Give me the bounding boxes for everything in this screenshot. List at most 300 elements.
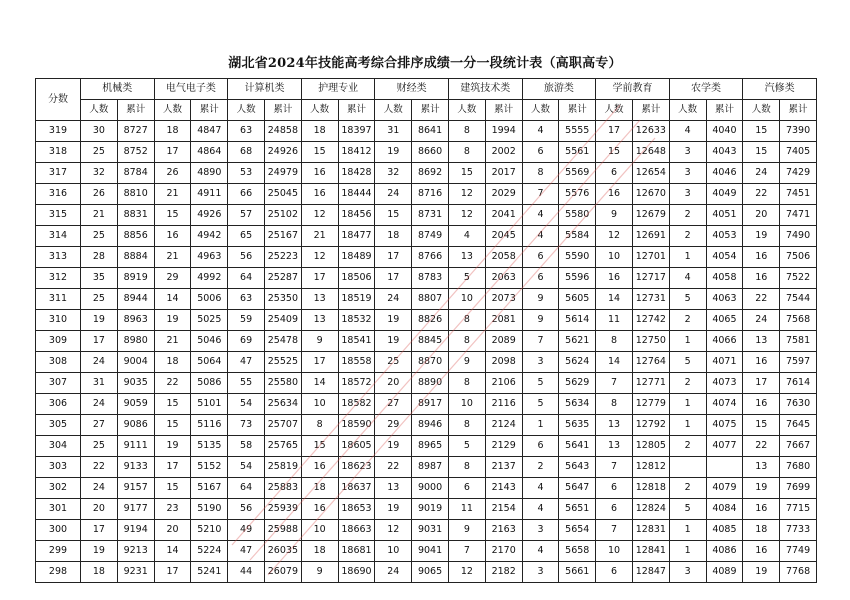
table-cell: 2041	[485, 205, 522, 226]
header-category: 护理专业	[301, 79, 375, 100]
table-cell: 24	[375, 184, 412, 205]
table-cell: 25350	[264, 289, 301, 310]
table-cell: 22	[154, 373, 191, 394]
table-cell: 5651	[559, 499, 596, 520]
table-cell: 10	[448, 289, 485, 310]
table-cell: 18690	[338, 562, 375, 583]
table-cell: 12805	[632, 436, 669, 457]
table-cell: 64	[228, 478, 265, 499]
table-cell: 18428	[338, 163, 375, 184]
table-cell: 4847	[191, 121, 228, 142]
table-cell: 3	[669, 562, 706, 583]
table-cell: 7630	[780, 394, 817, 415]
table-cell: 5086	[191, 373, 228, 394]
table-cell: 5241	[191, 562, 228, 583]
table-cell: 18397	[338, 121, 375, 142]
header-category: 计算机类	[228, 79, 302, 100]
table-cell: 4890	[191, 163, 228, 184]
table-cell: 13	[596, 415, 633, 436]
table-cell: 26079	[264, 562, 301, 583]
table-cell: 8980	[117, 331, 154, 352]
table-cell: 7768	[780, 562, 817, 583]
table-cell: 8	[448, 331, 485, 352]
table-cell: 5658	[559, 541, 596, 562]
table-row	[36, 541, 817, 562]
table-cell: 29	[154, 268, 191, 289]
table-cell: 16	[301, 499, 338, 520]
table-cell: 24858	[264, 121, 301, 142]
table-cell: 8749	[412, 226, 449, 247]
table-cell: 7	[596, 520, 633, 541]
table-cell: 18541	[338, 331, 375, 352]
table-cell: 17	[743, 373, 780, 394]
table-cell: 12831	[632, 520, 669, 541]
table-cell: 20	[154, 520, 191, 541]
table-cell: 9	[596, 205, 633, 226]
table-cell: 8884	[117, 247, 154, 268]
table-cell: 10	[596, 541, 633, 562]
header-total: 累计	[780, 100, 817, 121]
table-cell: 18519	[338, 289, 375, 310]
table-cell: 19	[81, 541, 118, 562]
table-cell: 25988	[264, 520, 301, 541]
table-cell: 4049	[706, 184, 743, 205]
table-cell: 8	[448, 373, 485, 394]
table-cell: 5167	[191, 478, 228, 499]
table-cell: 25939	[264, 499, 301, 520]
table-cell: 7581	[780, 331, 817, 352]
table-cell: 15	[301, 436, 338, 457]
table-cell: 22	[743, 184, 780, 205]
table-cell: 19	[743, 562, 780, 583]
table-cell: 10	[375, 541, 412, 562]
table-cell: 8731	[412, 205, 449, 226]
table-cell: 17	[375, 247, 412, 268]
score-cell: 304	[36, 436, 81, 457]
table-cell: 12792	[632, 415, 669, 436]
table-cell: 9000	[412, 478, 449, 499]
table-cell: 7568	[780, 310, 817, 331]
table-cell: 2143	[485, 478, 522, 499]
table-cell: 24926	[264, 142, 301, 163]
table-cell: 4073	[706, 373, 743, 394]
table-cell: 6	[596, 478, 633, 499]
table-cell: 53	[228, 163, 265, 184]
table-row	[36, 268, 817, 289]
table-cell: 5116	[191, 415, 228, 436]
table-cell: 16	[743, 541, 780, 562]
table-cell: 7645	[780, 415, 817, 436]
table-cell: 25819	[264, 457, 301, 478]
score-cell: 301	[36, 499, 81, 520]
score-cell: 298	[36, 562, 81, 583]
table-cell: 27	[81, 415, 118, 436]
table-cell: 18582	[338, 394, 375, 415]
table-cell: 6	[522, 247, 559, 268]
table-cell: 5	[669, 499, 706, 520]
score-cell: 307	[36, 373, 81, 394]
table-cell: 3	[669, 184, 706, 205]
table-cell: 16	[301, 457, 338, 478]
table-cell: 12812	[632, 457, 669, 478]
table-cell: 4086	[706, 541, 743, 562]
table-row	[36, 331, 817, 352]
table-cell: 12701	[632, 247, 669, 268]
table-cell: 26035	[264, 541, 301, 562]
table-row	[36, 520, 817, 541]
table-cell: 49	[228, 520, 265, 541]
table-cell: 8810	[117, 184, 154, 205]
table-cell: 25883	[264, 478, 301, 499]
table-cell: 4079	[706, 478, 743, 499]
table-cell: 6	[448, 478, 485, 499]
table-cell: 24	[743, 310, 780, 331]
table-cell: 15	[375, 205, 412, 226]
table-cell: 22	[743, 436, 780, 457]
table-cell: 8856	[117, 226, 154, 247]
table-cell: 22	[743, 289, 780, 310]
table-cell: 2081	[485, 310, 522, 331]
table-cell: 17	[81, 520, 118, 541]
table-cell: 9133	[117, 457, 154, 478]
table-cell: 2124	[485, 415, 522, 436]
score-cell: 315	[36, 205, 81, 226]
table-cell: 25409	[264, 310, 301, 331]
table-cell: 4963	[191, 247, 228, 268]
table-cell: 68	[228, 142, 265, 163]
table-cell: 1	[669, 331, 706, 352]
table-cell: 8946	[412, 415, 449, 436]
table-cell: 2063	[485, 268, 522, 289]
table-cell: 18590	[338, 415, 375, 436]
table-cell: 2098	[485, 352, 522, 373]
table-cell: 8831	[117, 205, 154, 226]
table-cell: 12841	[632, 541, 669, 562]
table-cell: 7	[448, 541, 485, 562]
table-cell: 2029	[485, 184, 522, 205]
score-table	[35, 78, 817, 583]
table-cell: 7	[522, 331, 559, 352]
table-cell: 11	[448, 499, 485, 520]
table-cell: 19	[375, 331, 412, 352]
table-cell: 8	[301, 415, 338, 436]
table-cell: 25765	[264, 436, 301, 457]
table-cell: 8783	[412, 268, 449, 289]
table-cell: 13	[596, 436, 633, 457]
table-cell: 15	[154, 205, 191, 226]
header-category: 建筑技术类	[448, 79, 522, 100]
table-cell: 7405	[780, 142, 817, 163]
table-cell: 5580	[559, 205, 596, 226]
header-category: 汽修类	[743, 79, 817, 100]
table-cell: 4	[522, 478, 559, 499]
table-row	[36, 205, 817, 226]
header-total: 累计	[264, 100, 301, 121]
table-cell: 13	[743, 457, 780, 478]
table-cell: 8890	[412, 373, 449, 394]
table-cell: 18558	[338, 352, 375, 373]
table-cell: 7471	[780, 205, 817, 226]
table-cell: 7733	[780, 520, 817, 541]
table-cell: 12742	[632, 310, 669, 331]
table-cell: 5590	[559, 247, 596, 268]
table-cell: 44	[228, 562, 265, 583]
table-cell	[669, 457, 706, 478]
table-cell: 3	[669, 163, 706, 184]
table-cell: 21	[154, 331, 191, 352]
table-cell: 8784	[117, 163, 154, 184]
table-cell: 5654	[559, 520, 596, 541]
score-cell: 305	[36, 415, 81, 436]
table-cell: 4051	[706, 205, 743, 226]
table-cell: 20	[375, 373, 412, 394]
table-cell: 22	[375, 457, 412, 478]
table-cell: 16	[743, 499, 780, 520]
table-cell: 7544	[780, 289, 817, 310]
table-cell: 15	[596, 142, 633, 163]
table-cell: 14	[301, 373, 338, 394]
table-cell: 8870	[412, 352, 449, 373]
header-category: 电气电子类	[154, 79, 228, 100]
table-cell: 12	[448, 205, 485, 226]
score-cell: 302	[36, 478, 81, 499]
score-cell: 313	[36, 247, 81, 268]
table-cell: 7	[596, 373, 633, 394]
table-cell: 8692	[412, 163, 449, 184]
table-row	[36, 562, 817, 583]
table-cell: 5629	[559, 373, 596, 394]
table-cell: 2089	[485, 331, 522, 352]
table-cell: 5046	[191, 331, 228, 352]
table-cell: 6	[596, 499, 633, 520]
table-cell: 69	[228, 331, 265, 352]
score-cell: 306	[36, 394, 81, 415]
table-cell: 2137	[485, 457, 522, 478]
table-cell: 2017	[485, 163, 522, 184]
table-cell: 6	[522, 142, 559, 163]
header-count: 人数	[228, 100, 265, 121]
table-cell: 63	[228, 121, 265, 142]
table-cell: 17	[154, 562, 191, 583]
table-cell: 8807	[412, 289, 449, 310]
table-row	[36, 184, 817, 205]
table-cell: 4066	[706, 331, 743, 352]
table-cell: 9157	[117, 478, 154, 499]
table-cell: 2170	[485, 541, 522, 562]
table-row	[36, 142, 817, 163]
table-cell: 19	[375, 142, 412, 163]
table-cell: 25	[375, 352, 412, 373]
table-cell: 16	[743, 268, 780, 289]
table-cell: 9	[522, 310, 559, 331]
table-cell: 1	[522, 415, 559, 436]
table-cell: 8766	[412, 247, 449, 268]
table-cell: 5641	[559, 436, 596, 457]
table-row	[36, 499, 817, 520]
table-cell: 7490	[780, 226, 817, 247]
table-cell: 9004	[117, 352, 154, 373]
table-cell: 9177	[117, 499, 154, 520]
table-cell: 73	[228, 415, 265, 436]
table-cell: 9019	[412, 499, 449, 520]
table-cell: 32	[375, 163, 412, 184]
header-count: 人数	[301, 100, 338, 121]
table-cell: 12750	[632, 331, 669, 352]
header-count: 人数	[81, 100, 118, 121]
table-cell: 5	[669, 289, 706, 310]
table-cell: 4	[522, 226, 559, 247]
table-cell: 3	[522, 562, 559, 583]
table-row	[36, 226, 817, 247]
table-cell: 4	[522, 499, 559, 520]
table-cell: 5101	[191, 394, 228, 415]
table-cell: 54	[228, 394, 265, 415]
table-cell: 18	[154, 352, 191, 373]
table-cell: 5	[522, 394, 559, 415]
table-cell: 16	[301, 184, 338, 205]
table-cell: 8	[596, 394, 633, 415]
table-cell: 5605	[559, 289, 596, 310]
table-cell: 16	[743, 247, 780, 268]
table-cell: 5614	[559, 310, 596, 331]
table-cell: 30	[81, 121, 118, 142]
table-cell: 12	[596, 226, 633, 247]
table-cell: 12691	[632, 226, 669, 247]
table-cell: 14	[154, 541, 191, 562]
table-cell: 2	[669, 310, 706, 331]
table-cell: 7667	[780, 436, 817, 457]
table-cell: 9065	[412, 562, 449, 583]
header-count: 人数	[596, 100, 633, 121]
table-cell: 28	[81, 247, 118, 268]
table-cell: 4046	[706, 163, 743, 184]
table-cell: 9	[301, 562, 338, 583]
table-cell: 18	[301, 478, 338, 499]
table-cell: 17	[301, 268, 338, 289]
table-cell: 2182	[485, 562, 522, 583]
table-cell: 24979	[264, 163, 301, 184]
table-cell: 18681	[338, 541, 375, 562]
table-cell: 21	[301, 226, 338, 247]
table-cell: 5135	[191, 436, 228, 457]
table-cell: 18489	[338, 247, 375, 268]
table-cell: 32	[81, 163, 118, 184]
table-cell: 9213	[117, 541, 154, 562]
table-cell: 16	[154, 226, 191, 247]
table-cell: 15	[743, 142, 780, 163]
table-row	[36, 394, 817, 415]
table-cell: 5621	[559, 331, 596, 352]
table-cell: 8987	[412, 457, 449, 478]
table-cell: 12	[301, 205, 338, 226]
table-cell: 13	[301, 289, 338, 310]
header-total: 累计	[191, 100, 228, 121]
table-cell: 19	[375, 499, 412, 520]
table-cell: 1994	[485, 121, 522, 142]
table-cell: 1	[669, 247, 706, 268]
table-cell: 25	[81, 289, 118, 310]
table-cell: 4926	[191, 205, 228, 226]
table-cell: 8	[448, 142, 485, 163]
table-cell: 59	[228, 310, 265, 331]
table-cell: 27	[375, 394, 412, 415]
table-cell: 12	[375, 520, 412, 541]
table-cell: 7506	[780, 247, 817, 268]
table-cell: 16	[743, 352, 780, 373]
page-title: 湖北省2024年技能高考综合排序成绩一分一段统计表（高职高专）	[228, 56, 622, 71]
table-cell: 15	[301, 142, 338, 163]
table-cell: 12654	[632, 163, 669, 184]
table-cell: 25634	[264, 394, 301, 415]
table-cell: 13	[301, 310, 338, 331]
table-cell: 3	[669, 142, 706, 163]
table-cell: 8965	[412, 436, 449, 457]
table-cell: 55	[228, 373, 265, 394]
table-cell: 2058	[485, 247, 522, 268]
table-cell: 18663	[338, 520, 375, 541]
table-cell: 14	[154, 289, 191, 310]
score-cell: 318	[36, 142, 81, 163]
table-cell: 4075	[706, 415, 743, 436]
table-cell: 2154	[485, 499, 522, 520]
table-cell: 24	[81, 478, 118, 499]
table-cell: 5224	[191, 541, 228, 562]
table-cell: 18	[154, 121, 191, 142]
table-cell: 9	[522, 289, 559, 310]
table-cell: 17	[81, 331, 118, 352]
table-cell: 8	[448, 415, 485, 436]
header-total: 累计	[559, 100, 596, 121]
table-cell: 12764	[632, 352, 669, 373]
table-cell: 8845	[412, 331, 449, 352]
table-cell: 16	[596, 268, 633, 289]
score-cell: 314	[36, 226, 81, 247]
table-cell: 18	[301, 541, 338, 562]
table-cell: 7680	[780, 457, 817, 478]
header-total: 累计	[485, 100, 522, 121]
table-cell: 25	[81, 226, 118, 247]
header-score: 分数	[36, 79, 81, 121]
header-count: 人数	[448, 100, 485, 121]
table-row	[36, 247, 817, 268]
header-count: 人数	[743, 100, 780, 121]
table-cell: 2	[669, 226, 706, 247]
table-cell: 18456	[338, 205, 375, 226]
table-cell: 56	[228, 499, 265, 520]
table-cell: 4053	[706, 226, 743, 247]
table-cell: 3	[522, 352, 559, 373]
table-cell: 7390	[780, 121, 817, 142]
table-cell: 5190	[191, 499, 228, 520]
table-cell: 24	[81, 352, 118, 373]
table-cell: 5569	[559, 163, 596, 184]
table-cell: 12779	[632, 394, 669, 415]
table-cell: 25287	[264, 268, 301, 289]
table-cell: 10	[596, 247, 633, 268]
table-cell: 17	[154, 142, 191, 163]
table-cell: 25	[81, 436, 118, 457]
table-cell: 12847	[632, 562, 669, 583]
table-cell: 21	[154, 247, 191, 268]
table-cell: 2	[669, 478, 706, 499]
table-cell: 8	[448, 310, 485, 331]
score-cell: 308	[36, 352, 81, 373]
table-cell: 2045	[485, 226, 522, 247]
table-cell: 63	[228, 289, 265, 310]
table-cell: 5	[669, 352, 706, 373]
table-cell: 47	[228, 352, 265, 373]
table-cell: 18444	[338, 184, 375, 205]
